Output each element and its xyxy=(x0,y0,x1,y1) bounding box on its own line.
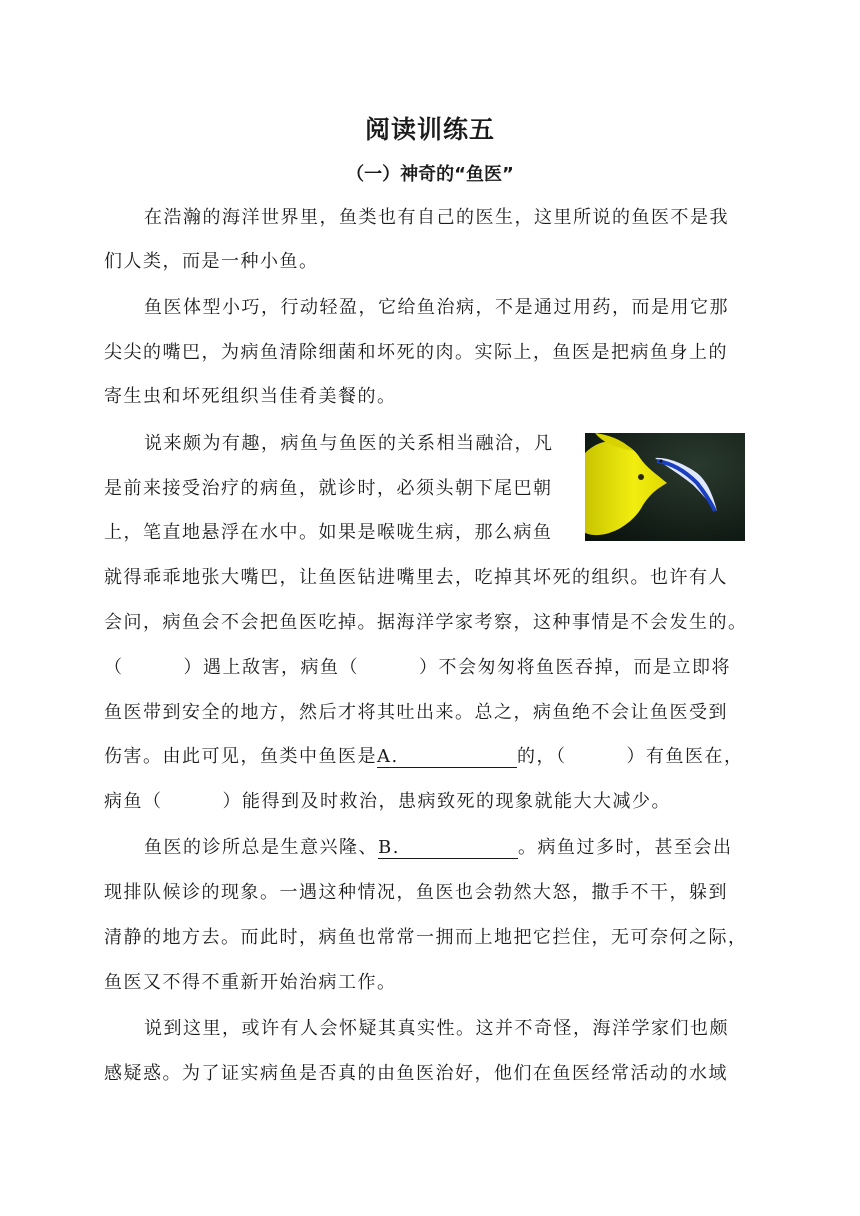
text-line-with-blanks xyxy=(104,745,744,769)
blank-label-b: B. xyxy=(378,837,400,858)
text-segment: 。病鱼过多时，甚至会出 xyxy=(518,837,733,858)
text-line: 鱼医体型小巧，行动轻盈，它给鱼治病，不是通过用药，而是用它那 xyxy=(144,297,729,318)
text-line: 就得乖乖地张大嘴巴，让鱼医钻进嘴里去，吃掉其坏死的组织。也许有人 xyxy=(104,567,728,588)
text-segment: 鱼医的诊所总是生意兴隆、 xyxy=(144,837,378,858)
text-line-with-blanks xyxy=(104,656,731,680)
text-line: 现排队候诊的现象。一遇这种情况，鱼医也会勃然大怒，撒手不干，躲到 xyxy=(104,882,728,903)
text-line: 尖尖的嘴巴，为病鱼清除细菌和坏死的肉。实际上，鱼医是把病鱼身上的 xyxy=(104,342,728,363)
text-line: 感疑惑。为了证实病鱼是否真的由鱼医治好，他们在鱼医经常活动的水域 xyxy=(104,1063,728,1084)
text-line-with-blanks xyxy=(104,790,671,814)
text-segment: ）遇上敌害，病鱼（ xyxy=(183,657,359,678)
text-segment: 病鱼（ xyxy=(104,791,163,812)
text-segment: 伤害。由此可见，鱼类中鱼医是 xyxy=(104,746,377,767)
cleaner-fish-eye xyxy=(659,459,662,462)
section-subtitle: （一）神奇的“鱼医” xyxy=(346,164,514,185)
text-line: 是前来接受治疗的病鱼，就诊时，必须头朝下尾巴朝 xyxy=(104,478,553,499)
fish-photo xyxy=(585,433,745,541)
text-segment: ）不会匆匆将鱼医吞掉，而是立即将 xyxy=(419,657,731,678)
text-segment: ）有鱼医在， xyxy=(626,746,744,767)
text-line: 鱼医又不得不重新开始治病工作。 xyxy=(104,972,397,993)
text-line: 们人类，而是一种小鱼。 xyxy=(104,251,319,272)
text-line: 寄生虫和坏死组织当佳肴美餐的。 xyxy=(104,386,397,407)
text-line: 上，笔直地悬浮在水中。如果是喉咙生病，那么病鱼 xyxy=(104,522,553,543)
answer-blank-b[interactable] xyxy=(378,838,518,859)
text-line: 在浩瀚的海洋世界里，鱼类也有自己的医生，这里所说的鱼医不是我 xyxy=(144,207,729,228)
fish-eye xyxy=(638,474,644,480)
text-line: 清静的地方去。而此时，病鱼也常常一拥而上地把它拦住，无可奈何之际， xyxy=(104,927,748,948)
text-segment: 的，（ xyxy=(517,746,567,767)
fish-illustration xyxy=(585,433,745,541)
blank-label-a: A. xyxy=(377,746,399,767)
page-title: 阅读训练五 xyxy=(364,115,495,144)
text-line: 说到这里，或许有人会怀疑其真实性。这并不奇怪，海洋学家们也颇 xyxy=(144,1018,729,1039)
answer-blank-a[interactable] xyxy=(377,747,517,768)
text-line: 鱼医带到安全的地方，然后才将其吐出来。总之，病鱼绝不会让鱼医受到 xyxy=(104,702,728,723)
text-segment: （ xyxy=(104,657,124,678)
text-segment: ）能得到及时救治，患病致死的现象就能大大减少。 xyxy=(222,791,671,812)
text-line: 说来颇为有趣，病鱼与鱼医的关系相当融洽，凡 xyxy=(144,433,554,454)
text-line: 会问，病鱼会不会把鱼医吃掉。据海洋学家考察，这种事情是不会发生的。 xyxy=(104,612,748,633)
text-line-with-blanks xyxy=(144,836,733,860)
